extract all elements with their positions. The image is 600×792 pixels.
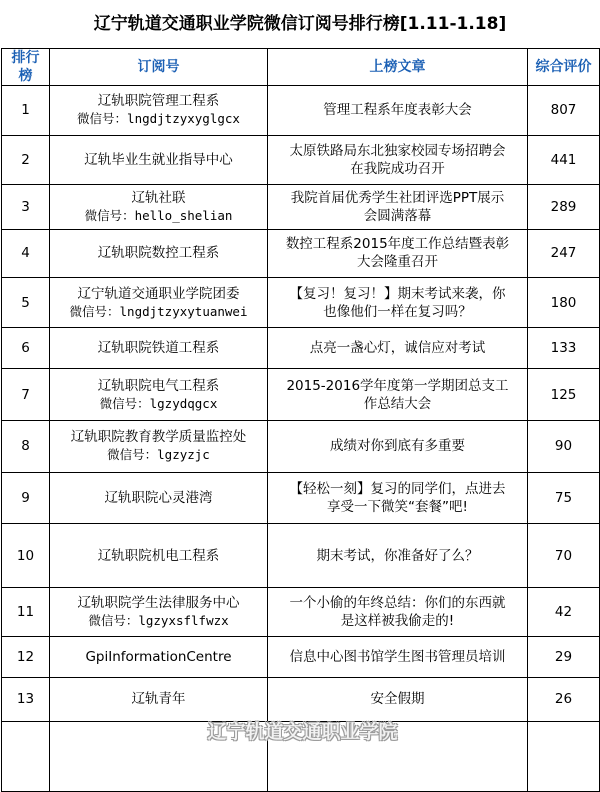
score-cell: 26 [528, 678, 600, 721]
table-row [2, 135, 600, 185]
account-name: 辽轨职院电气工程系 [97, 377, 220, 394]
table-row [2, 588, 600, 637]
score-cell: 70 [528, 524, 600, 588]
account-name: 辽轨社联 [131, 189, 186, 206]
score-cell: 90 [528, 420, 600, 472]
account-cell [50, 420, 268, 472]
wechat-id: 微信号：lngdjtzyxyglgcx [77, 111, 240, 127]
article-title-line: 太原铁路局东北独家校园专场招聘会 [289, 142, 506, 159]
rank-cell: 8 [2, 420, 50, 472]
account-cell [50, 588, 268, 637]
article-cell [268, 369, 528, 421]
article-title-line: 期末考试，你准备好了么？ [316, 547, 479, 564]
article-title-line: 在我院成功召开 [350, 160, 445, 177]
article-title-line: 作总结大会 [363, 395, 432, 412]
rank-cell: 6 [2, 327, 50, 368]
article-title-line: 成绩对你到底有多重要 [330, 438, 465, 455]
account-name: 辽轨职院铁道工程系 [97, 340, 220, 357]
article-title-line: 2015-2016学年度第一学期团总支工 [286, 377, 509, 394]
article-cell [268, 524, 528, 588]
wechat-id: 微信号：lgzydqgcx [99, 395, 218, 411]
account-cell [50, 278, 268, 328]
article-cell [268, 229, 528, 278]
rank-cell: 7 [2, 369, 50, 421]
table-row [2, 420, 600, 472]
table-row [2, 278, 600, 328]
article-cell [268, 588, 528, 637]
table-row [2, 185, 600, 229]
article-cell [268, 278, 528, 328]
rank-cell: 4 [2, 229, 50, 278]
article-cell [268, 327, 528, 368]
article-cell [268, 185, 528, 229]
article-cell [268, 420, 528, 472]
account-cell [50, 678, 268, 721]
empty-cell [528, 721, 600, 791]
article-title-line: 会圆满落幕 [363, 207, 432, 224]
account-cell [50, 369, 268, 421]
article-title-line: 【轻松一刻】复习的同学们，点进去 [289, 480, 506, 497]
article-title-line: 【复习！复习！】期末考试来袭，你 [289, 285, 506, 302]
article-title-line: 管理工程系年度表彰大会 [323, 102, 472, 119]
wechat-id: 微信号：lngdjtzyxytuanwei [69, 303, 248, 319]
article-cell [268, 86, 528, 136]
table-row [2, 86, 600, 136]
score-cell: 42 [528, 588, 600, 637]
account-name: 辽宁轨道交通职业学院团委 [77, 285, 240, 302]
score-cell: 29 [528, 636, 600, 677]
ranking-table [1, 48, 600, 792]
rank-cell: 10 [2, 524, 50, 588]
header-article: 上榜文章 [268, 49, 528, 86]
account-cell [50, 327, 268, 368]
article-cell [268, 135, 528, 185]
article-title-line: 也像他们一样在复习吗？ [323, 303, 472, 320]
account-name: 辽轨毕业生就业指导中心 [84, 151, 233, 168]
rank-cell: 9 [2, 472, 50, 524]
score-cell: 125 [528, 369, 600, 421]
article-title-line: 安全假期 [370, 691, 425, 708]
article-title-line: 大会隆重召开 [357, 254, 438, 271]
account-cell [50, 636, 268, 677]
account-cell [50, 185, 268, 229]
rank-cell: 5 [2, 278, 50, 328]
rank-cell: 1 [2, 86, 50, 136]
account-cell [50, 86, 268, 136]
score-cell: 133 [528, 327, 600, 368]
score-cell: 289 [528, 185, 600, 229]
account-name: 辽轨职院数控工程系 [97, 245, 220, 262]
header-score: 综合评价 [528, 49, 600, 86]
rank-cell: 3 [2, 185, 50, 229]
account-name: GpiInformationCentre [85, 649, 232, 666]
article-title-line: 一个小偷的年终总结：你们的东西就 [289, 595, 506, 612]
article-title-line: 点亮一盏心灯，诚信应对考试 [309, 340, 486, 357]
header-account: 订阅号 [50, 49, 268, 86]
wechat-id: 微信号：lgzyzjc [107, 447, 210, 463]
score-cell: 75 [528, 472, 600, 524]
account-cell [50, 135, 268, 185]
account-name: 辽轨职院教育教学质量监控处 [70, 429, 247, 446]
account-name: 辽轨职院心灵港湾 [104, 489, 213, 506]
article-title-line: 我院首届优秀学生社团评选PPT展示 [290, 189, 505, 206]
account-cell [50, 229, 268, 278]
article-title-line: 数控工程系2015年度工作总结暨表彰 [285, 236, 510, 253]
table-row [2, 678, 600, 721]
wechat-id: 微信号：lgzyxsflfwzx [88, 613, 229, 629]
table-header-row [2, 49, 600, 86]
article-title-line: 是这样被我偷走的! [340, 613, 455, 630]
table-row [2, 369, 600, 421]
watermark: 辽宁轨道交通职业学院 [207, 721, 398, 743]
rank-cell: 13 [2, 678, 50, 721]
account-name: 辽轨青年 [131, 691, 186, 708]
rank-cell: 12 [2, 636, 50, 677]
header-rank: 排行榜 [2, 49, 50, 86]
table-row [2, 472, 600, 524]
account-name: 辽轨职院管理工程系 [97, 93, 220, 110]
empty-cell [2, 721, 50, 791]
rank-cell: 2 [2, 135, 50, 185]
article-cell [268, 678, 528, 721]
table-row [2, 636, 600, 677]
score-cell: 807 [528, 86, 600, 136]
account-cell [50, 472, 268, 524]
rank-cell: 11 [2, 588, 50, 637]
table-row [2, 229, 600, 278]
article-cell [268, 636, 528, 677]
table-row [2, 524, 600, 588]
account-name: 辽轨职院学生法律服务中心 [77, 595, 240, 612]
article-title-line: 信息中心图书馆学生图书管理员培训 [289, 649, 506, 666]
table-row [2, 327, 600, 368]
article-cell [268, 472, 528, 524]
score-cell: 441 [528, 135, 600, 185]
article-title-line: 享受一下微笑“套餐”吧! [327, 498, 468, 515]
account-name: 辽轨职院机电工程系 [97, 547, 220, 564]
score-cell: 180 [528, 278, 600, 328]
account-cell [50, 524, 268, 588]
wechat-id: 微信号：hello_shelian [84, 207, 233, 223]
table-body [2, 86, 600, 792]
score-cell: 247 [528, 229, 600, 278]
page-title: 辽宁轨道交通职业学院微信订阅号排行榜[1.11-1.18] [93, 14, 507, 34]
